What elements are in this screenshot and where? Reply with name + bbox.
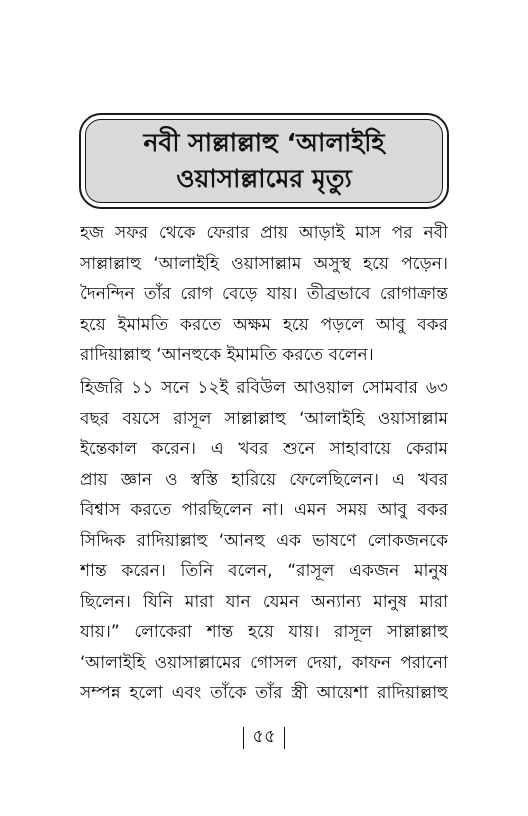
text-line: প্রায় জ্ঞান ও স্বস্তি হারিয়ে ফেলেছিলেন। এ খবর xyxy=(80,469,448,490)
text-line: ‘আলাইহি ওয়াসাল্লামের গোসল দেয়া, কাফন পরানো xyxy=(80,652,448,673)
text-line: সম্পন্ন হলো এবং তাঁকে তাঁর স্ত্রী আয়েশা রাদিয়াল্লাহু xyxy=(80,683,448,703)
text-line: যায়।” লোকেরা শান্ত হয়ে যায়। রাসূল সাল্লাল্লাহু xyxy=(80,622,448,642)
page-number-left-bar xyxy=(243,727,245,749)
text-line: ইন্তেকাল করেন। এ খবর শুনে সাহাবায়ে কেরাম xyxy=(80,439,448,459)
paragraph-2 xyxy=(80,373,448,709)
chapter-title-line-1: নবী সাল্লাল্লাহু ‘আলাইহি xyxy=(143,128,385,157)
text-line: সাল্লাল্লাহু ‘আলাইহি ওয়াসাল্লাম অসুস্থ হয়ে পড়েন। xyxy=(80,253,448,274)
text-line: হিজরি ১১ সনে ১২ই রবিউল আওয়াল সোমবার ৬৩ xyxy=(80,378,448,398)
paragraph-1 xyxy=(80,218,448,371)
text-line: সিদ্দিক রাদিয়াল্লাহু ‘আনহু এক ভাষণে লোকজনকে xyxy=(80,530,448,551)
page-number-text: ৫৫ xyxy=(252,726,276,747)
text-line: রাদিয়াল্লাহু ‘আনহুকে ইমামতি করতে বলেন। xyxy=(80,345,374,365)
chapter-title-line-2: ওয়াসাল্লামের মৃত্যু xyxy=(176,164,352,193)
text-line: হজ সফর থেকে ফেরার প্রায় আড়াই মাস পর নবী xyxy=(80,223,448,243)
text-line: বিশ্বাস করতে পারছিলেন না। এমন সময় আবু বকর xyxy=(80,500,448,520)
text-line: বছর বয়সে রাসূল সাল্লাল্লাহু ‘আলাইহি ওয়াসাল্লাম xyxy=(80,408,448,429)
chapter-title-inner xyxy=(85,119,443,203)
text-line: শান্ত করেন। তিনি বলেন, “রাসূল একজন মানুষ xyxy=(80,561,448,581)
text-line: হয়ে ইমামতি করতে অক্ষম হয়ে পড়লে আবু বকর xyxy=(80,314,448,335)
chapter-title-box xyxy=(79,113,449,209)
text-line: দৈনন্দিন তাঁর রোগ বেড়ে যায়। তীব্রভাবে রোগাক্রান্ত xyxy=(80,284,448,304)
text-line: ছিলেন। যিনি মারা যান যেমন অন্যান্য মানুষ মারা xyxy=(80,591,448,612)
page-number-right-bar xyxy=(284,727,286,749)
page-number xyxy=(0,722,528,753)
